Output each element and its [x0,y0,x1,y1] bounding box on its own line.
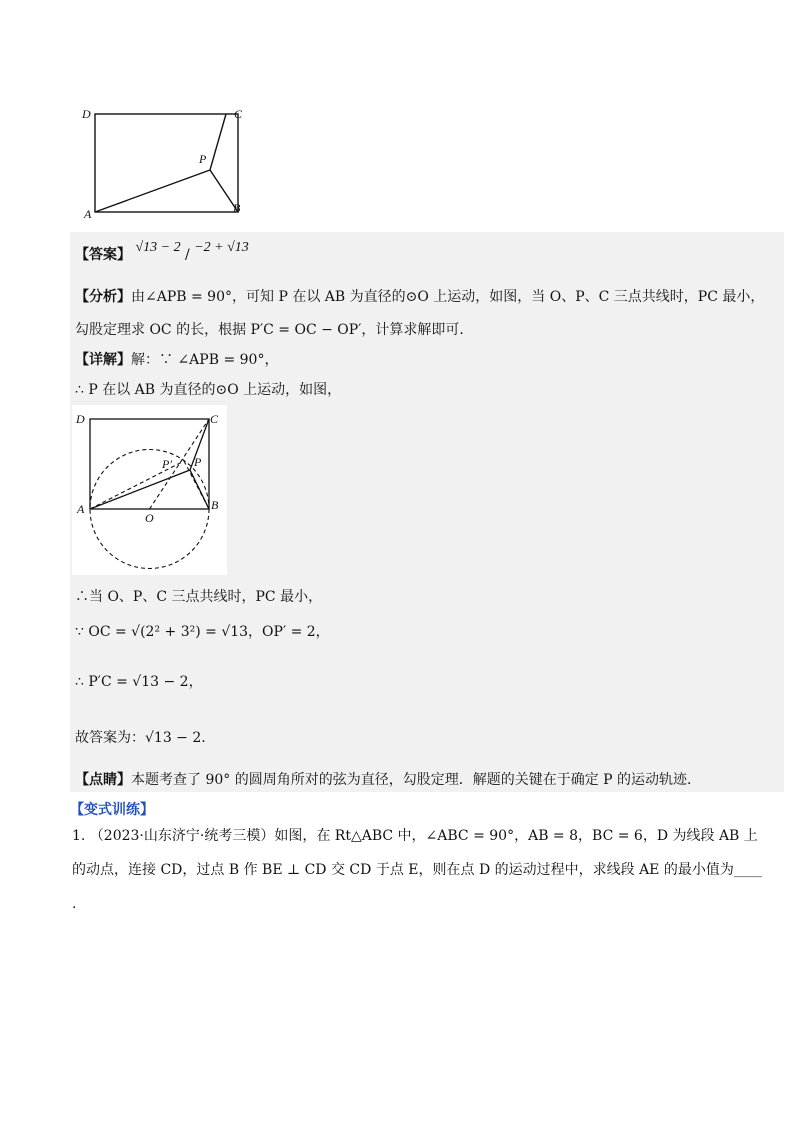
analysis-text-1: 由∠APB = 90°，可知 P 在以 AB 为直径的⊙O 上运动，如图，当 O、P、C 三点共线时，PC 最小， [131,289,765,305]
label-C: C [234,107,243,121]
detail-line-5: ∴ P′C = √13 − 2， [75,674,203,690]
practice-heading: 【变式训练】 [70,802,154,818]
practice-line-3: . [72,896,77,912]
detail-line-6: 故答案为：√13 − 2. [75,730,206,746]
fig2-label-A: A [77,502,85,516]
fig2-label-D: D [76,412,85,426]
label-A: A [84,207,92,221]
detail-line-3: ∴当 O、P、C 三点共线时，PC 最小， [75,589,323,605]
detail-tag: 【详解】 [75,352,131,368]
label-P: P [199,152,207,166]
analysis-line-1 [75,287,764,307]
answer-separator: / [185,247,190,263]
fig2-label-P: P [194,455,202,469]
fig2-label-C: C [210,412,219,426]
analysis-tag: 【分析】 [75,289,131,305]
detail-line-4: ∵ OC = √(2² + 3²) = √13，OP′ = 2， [75,624,330,640]
practice-line-2: 的动点，连接 CD，过点 B 作 BE ⊥ CD 交 CD 于点 E，则在点 D 的运动过程中，求线段 AE 的最小值为____ [72,862,762,878]
practice-line-1: 1. （2023·山东济宁·统考三模）如图，在 Rt△ABC 中，∠ABC = 90°，AB = 8，BC = 6，D 为线段 AB 上 [72,828,758,844]
detail-text-1: 解：∵ ∠APB = 90°， [131,352,279,368]
figure-rectangle-apb [78,100,258,225]
label-B: B [233,201,241,215]
fig2-label-P-prime: P′ [162,457,172,471]
detail-line-2: ∴ P 在以 AB 为直径的⊙O 上运动，如图， [75,382,342,398]
comment-text: 本题考查了 90° 的圆周角所对的弦为直径，勾股定理．解题的关键在于确定 P 的运动轨迹. [131,772,692,788]
comment-tag: 【点睛】 [75,772,131,788]
detail-line-1 [75,350,278,370]
answer-line [75,240,249,266]
answer-value-1: √13 − 2 [135,240,181,255]
answer-tag: 【答案】 [75,247,131,263]
fig2-label-B: B [211,498,219,512]
analysis-line-2: 勾股定理求 OC 的长，根据 P′C = OC − OP′，计算求解即可. [75,322,464,338]
figure-circle-diameter [72,405,227,575]
label-D: D [82,107,91,121]
fig2-label-O: O [145,511,154,525]
comment-line [75,770,691,790]
answer-value-2: −2 + √13 [194,240,249,255]
